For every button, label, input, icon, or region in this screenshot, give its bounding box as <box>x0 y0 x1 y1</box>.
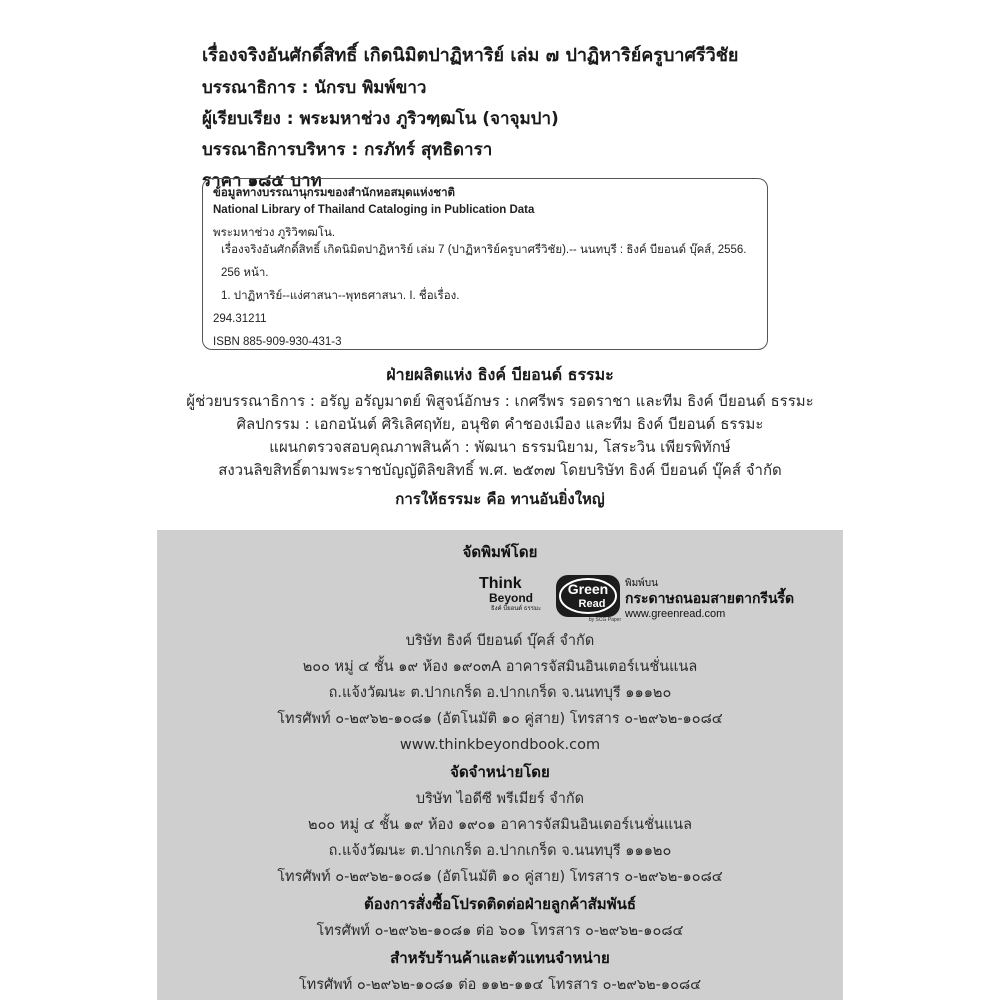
production-heading: ฝ่ายผลิตแห่ง ธิงค์ บียอนด์ ธรรมะ <box>386 365 614 384</box>
price-line: ราคา ๑๘๕ บาท <box>202 171 322 191</box>
cip-box <box>202 178 768 350</box>
publisher-address-1: ๒๐๐ หมู่ ๔ ชั้น ๑๙ ห้อง ๑๙๐๓A อาคารจัสมินอินเตอร์เนชั่นแนล <box>302 659 698 675</box>
svg-text:Green: Green <box>567 581 609 597</box>
publisher-website: www.thinkbeyondbook.com <box>399 737 601 753</box>
book-title: เรื่องจริงอันศักดิ์สิทธิ์ เกิดนิมิตปาฏิหาริย์ เล่ม ๗ ปาฏิหาริย์ครูบาศรีวิชัย <box>202 45 739 66</box>
distributor-heading: จัดจำหน่ายโดย <box>450 763 550 781</box>
distributor-company: บริษัท ไอดีซี พรีเมียร์ จำกัด <box>415 791 585 807</box>
think-beyond-logo: Think Beyond ธิงค์ บียอนด์ ธรรมะ <box>479 575 542 612</box>
production-team <box>0 360 1000 514</box>
distributor-address-2: ถ.แจ้งวัฒนะ ต.ปากเกร็ด อ.ปากเกร็ด จ.นนทบุรี ๑๑๑๒๐ <box>328 843 672 859</box>
production-line: ศิลปกรรม : เอกอนันต์ ศิริเลิศฤทัย, อนุชิต คำชองเมือง และทีม ธิงค์ บียอนด์ ธรรมะ <box>236 415 764 433</box>
publisher-panel <box>157 530 843 1000</box>
greenread-text: พิมพ์บน กระดาษถนอมสายตากรีนรี้ด www.greenread.com <box>625 578 795 620</box>
production-line: สงวนลิขสิทธิ์ตามพระราชบัญญัติลิขสิทธิ์ พ.ศ. ๒๕๓๗ โดยบริษัท ธิงค์ บียอนด์ บุ๊คส์ จำกัด <box>218 461 782 479</box>
publisher-heading: จัดพิมพ์โดย <box>462 543 538 561</box>
orders-heading: ต้องการสั่งซื้อโปรดติดต่อฝ่ายลูกค้าสัมพันธ์ <box>364 895 636 913</box>
svg-text:by SCG Paper: by SCG Paper <box>588 617 621 622</box>
cip-heading-en: National Library of Thailand Cataloging in Publication Data <box>213 204 535 216</box>
credits-block <box>202 40 802 197</box>
orders-phone: โทรศัพท์ ๐-๒๙๖๒-๑๐๘๑ ต่อ ๖๐๑ โทรสาร ๐-๒๙๖๒-๑๐๘๔ <box>316 923 684 939</box>
cip-author: พระมหาช่วง ภูริวิฑฒโน. <box>213 227 336 239</box>
cip-classification: 294.31211 <box>213 313 267 325</box>
cip-heading-th: ข้อมูลทางบรรณานุกรมของสำนักหอสมุดแห่งชาติ <box>213 187 455 199</box>
publisher-company: บริษัท ธิงค์ บียอนด์ บุ๊คส์ จำกัด <box>405 633 595 649</box>
cip-entry: เรื่องจริงอันศักดิ์สิทธิ์ เกิดนิมิตปาฏิหาริย์ เล่ม 7 (ปาฏิหาริย์ครูบาศรีวิชัย).-- นนทบุรี : ธิงค์ บียอนด์ บุ๊คส์, 2556. <box>221 244 747 256</box>
logo-row <box>157 568 843 628</box>
greenread-logo <box>555 574 621 622</box>
distributor-phone: โทรศัพท์ ๐-๒๙๖๒-๑๐๘๑ (อัตโนมัติ ๑๐ คู่สาย) โทรสาร ๐-๒๙๖๒-๑๐๘๔ <box>277 869 723 885</box>
cip-isbn: ISBN 885-909-930-431-3 <box>213 336 342 348</box>
shops-phone: โทรศัพท์ ๐-๒๙๖๒-๑๐๘๑ ต่อ ๑๑๒-๑๑๔ โทรสาร ๐-๒๙๖๒-๑๐๘๔ <box>298 977 702 993</box>
production-line: แผนกตรวจสอบคุณภาพสินค้า : พัฒนา ธรรมนิยาม, โสระวิน เพียรพิทักษ์ <box>269 438 731 456</box>
shops-heading: สำหรับร้านค้าและตัวแทนจำหน่าย <box>390 949 610 967</box>
author-line: ผู้เรียบเรียง : พระมหาช่วง ภูริวฑฺฒโน (จาจุมปา) <box>202 109 559 129</box>
publisher-address-2: ถ.แจ้งวัฒนะ ต.ปากเกร็ด อ.ปากเกร็ด จ.นนทบุรี ๑๑๑๒๐ <box>328 685 672 701</box>
managing-editor-line: บรรณาธิการบริหาร : กรภัทร์ สุทธิดารา <box>202 140 493 160</box>
cip-pages: 256 หน้า. <box>221 267 269 279</box>
distributor-address-1: ๒๐๐ หมู่ ๔ ชั้น ๑๙ ห้อง ๑๙๐๑ อาคารจัสมินอินเตอร์เนชั่นแนล <box>308 817 692 833</box>
production-line: ผู้ช่วยบรรณาธิการ : อรัญ อรัญมาตย์ พิสูจน์อักษร : เกศรีพร รอดราชา และทีม ธิงค์ บียอนด์ ธรรมะ <box>186 392 814 410</box>
editor-line: บรรณาธิการ : นักรบ พิมพ์ขาว <box>202 78 427 98</box>
cip-subjects: 1. ปาฏิหาริย์--แง่ศาสนา--พุทธศาสนา. I. ชื่อเรื่อง. <box>221 290 460 302</box>
svg-text:Read: Read <box>578 598 606 610</box>
publisher-phone: โทรศัพท์ ๐-๒๙๖๒-๑๐๘๑ (อัตโนมัติ ๑๐ คู่สาย) โทรสาร ๐-๒๙๖๒-๑๐๘๔ <box>277 711 723 727</box>
motto: การให้ธรรมะ คือ ทานอันยิ่งใหญ่ <box>395 490 605 508</box>
